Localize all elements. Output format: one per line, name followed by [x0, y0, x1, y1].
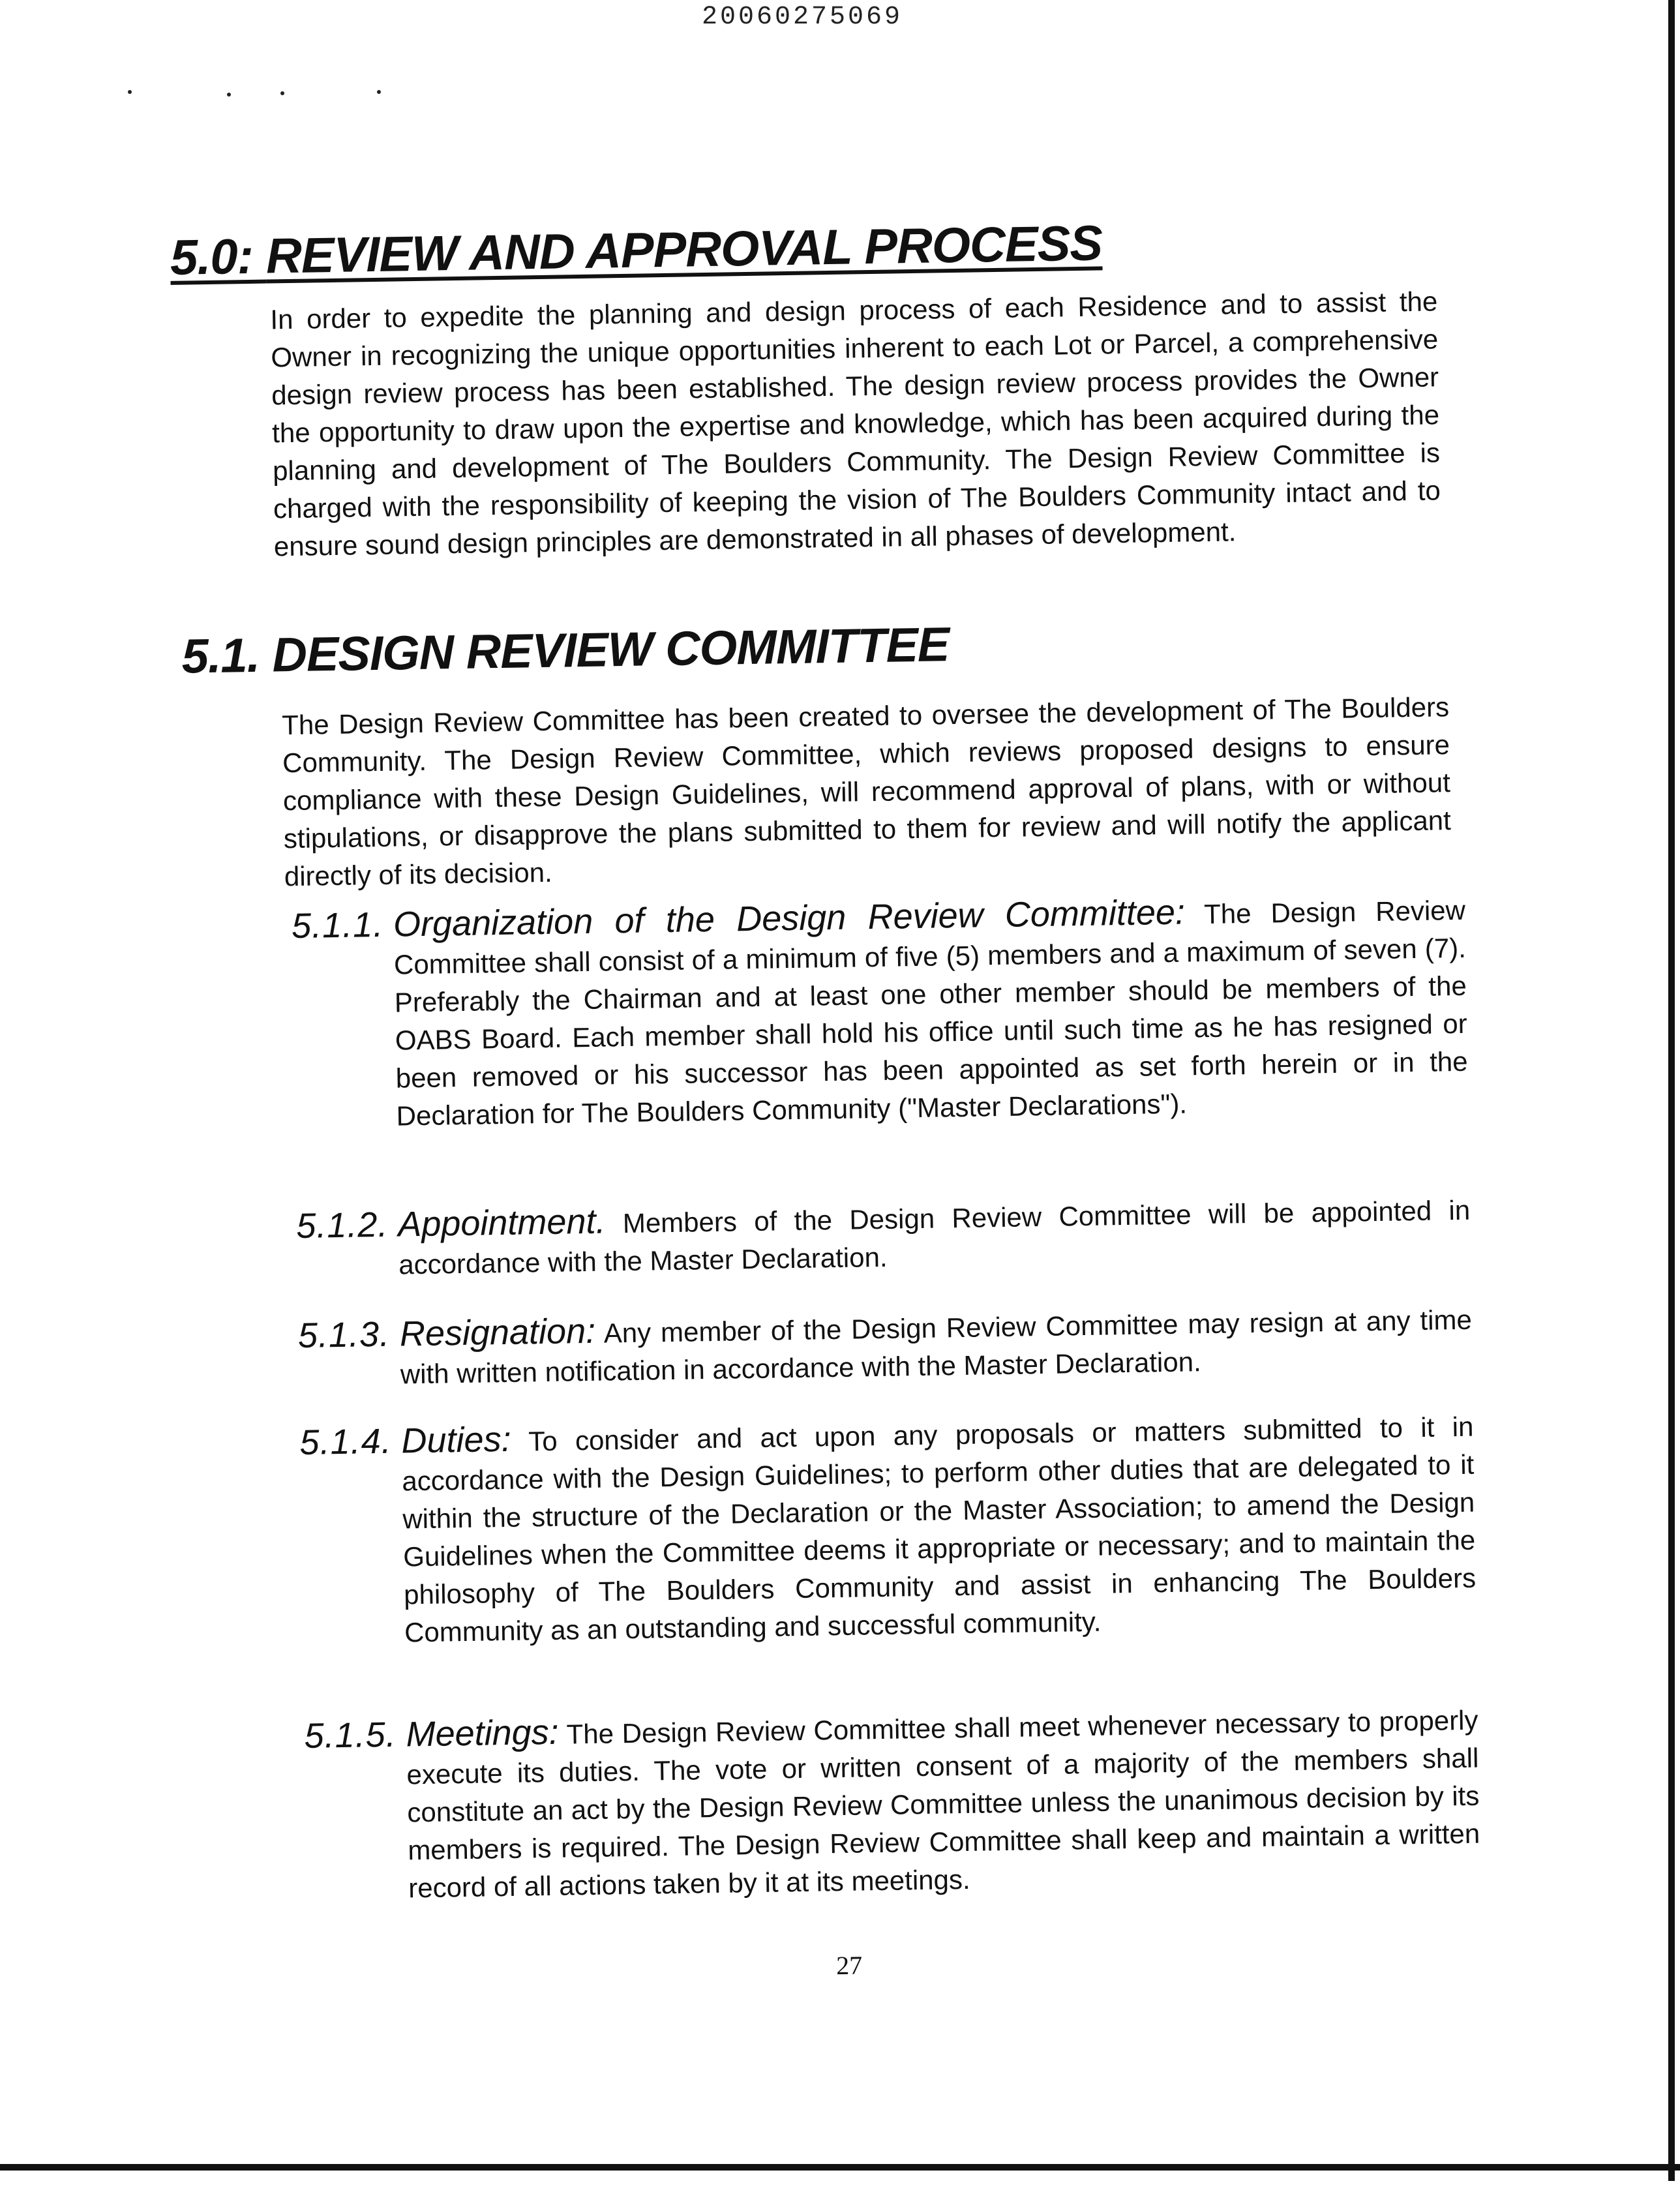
subsection-5-1-5 [304, 1699, 1480, 1909]
section-5-0-paragraph: In order to expedite the planning and design process of each Residence and to assist the Owner in recognizing the unique opportunities inherent to each Lot or Parcel, a comprehensive design review process has been established. The design review process provides the Owner the opportunity to draw upon the expertise and knowledge, which has been acquired during the planning and development of The Boulders Community. The Design Review Committee is charged with the responsibility of keeping the vision of The Boulders Community intact and to ensure sound design principles are demonstrated in all phases of development. [270, 286, 1441, 562]
subsection-title: Organization of the Design Review Committee: [393, 892, 1186, 944]
subsection-title: Meetings: [406, 1712, 560, 1754]
section-heading-5-0 [170, 215, 1102, 286]
section-title: REVIEW AND APPROVAL PROCESS [265, 215, 1103, 284]
subsection-body: Members of the Design Review Committee will be appointed in accordance with the Master Declaration. [398, 1194, 1471, 1280]
section-heading-5-1 [181, 616, 950, 684]
subsection-number: 5.1.5. [304, 1715, 397, 1756]
subsection-5-1-3 [297, 1299, 1473, 1395]
subsection-number: 5.1.4. [299, 1421, 393, 1462]
subsection-title: Resignation: [399, 1311, 596, 1354]
scan-border-bottom [0, 2164, 1680, 2171]
subsection-text [299, 1405, 1477, 1653]
page-number: 27 [835, 1950, 863, 1981]
section-number: 5.1. [181, 627, 260, 684]
subsection-number: 5.1.3. [297, 1314, 391, 1355]
subsection-text [304, 1699, 1480, 1909]
subsection-5-1-4 [299, 1405, 1477, 1653]
subsection-body: The Design Review Committee shall consist of a minimum of five (5) members and a maximum of seven (7). Preferably the Chairman and at least one other member should be members of the OABS Board. Each member shall hold his office until such time as he has resigned or been removed or his successor has been appointed as set forth herein or in the Declaration for The Boulders Community ("Master Declarations"). [393, 894, 1468, 1132]
subsection-body: The Design Review Committee shall meet whenever necessary to properly execute its duties. The vote or written consent of a majority of the members shall constitute an act by the Design Review Committee unless the unanimous decision by its members is required. The Design Review Committee shall keep and maintain a written record of all actions taken by it at its meetings. [406, 1704, 1480, 1904]
section-5-1-paragraph: The Design Review Committee has been created to oversee the development of The Boulders Community. The Design Review Committee, which reviews proposed designs to ensure compliance with these Design Guidelines, will recommend approval of plans, with or without stipulations, or disapprove the plans submitted to them for review and will notify the applicant directly of its decision. [281, 691, 1452, 892]
subsection-title: Duties: [401, 1419, 512, 1461]
subsection-title: Appointment. [397, 1201, 606, 1244]
subsection-5-1-1 [292, 889, 1469, 1137]
subsection-number: 5.1.1. [291, 905, 384, 946]
scan-border-right [1668, 0, 1675, 2181]
subsection-text [297, 1299, 1473, 1395]
subsection-text [292, 889, 1469, 1137]
section-title: DESIGN REVIEW COMMITTEE [271, 617, 950, 682]
subsection-number: 5.1.2. [295, 1205, 389, 1246]
subsection-5-1-2 [296, 1189, 1471, 1285]
subsection-body: To consider and act upon any proposals or matters submitted to it in accordance with the Design Guidelines; to perform other duties that are delegated to it within the structure of the Declaration or the Master Association; to amend the Design Guidelines when the Committee deems it appropriate or necessary; and to maintain the philosophy of The Boulders Community and assist in enhancing The Boulders Community as an outstanding and successful community. [402, 1411, 1477, 1648]
section-number: 5.0: [170, 228, 254, 286]
section-heading-5-0-text [170, 215, 1102, 285]
document-number: 20060275069 [701, 3, 903, 32]
subsection-body: Any member of the Design Review Committee may resign at any time with written notification in accordance with the Master Declaration. [400, 1304, 1473, 1390]
subsection-text [296, 1189, 1471, 1285]
